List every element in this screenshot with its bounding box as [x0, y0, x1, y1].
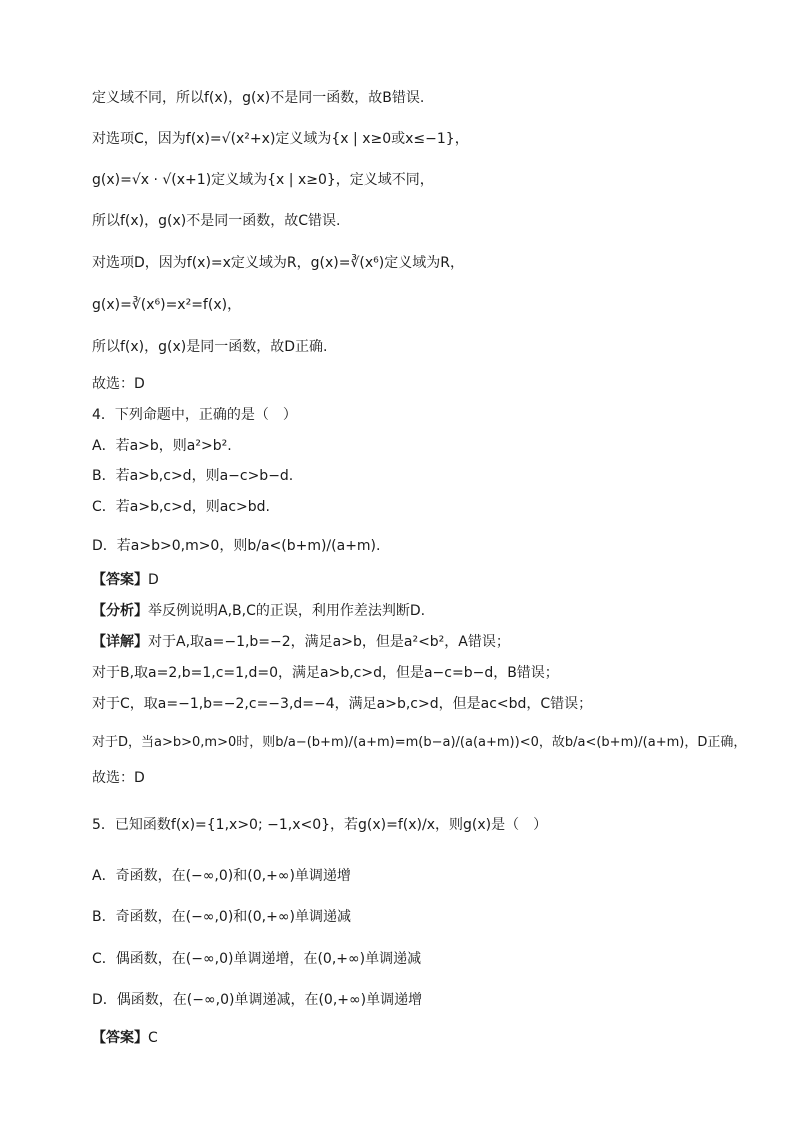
answer-tag: 【答案】	[92, 1030, 148, 1046]
analysis-tag: 【分析】	[92, 603, 148, 619]
text-line: g(x)=∛(x⁶)=x²=f(x)，	[92, 297, 242, 313]
text-line: 对于D，当a>b>0,m>0时，则b/a−(b+m)/(a+m)=m(b−a)/(a(a+m))<0，故b/a<(b+m)/(a+m)，D正确，	[92, 735, 747, 750]
text-line: 对选项D，因为f(x)=x定义域为R，g(x)=∛(x⁶)定义域为R，	[92, 255, 464, 271]
option-b: B．若a>b,c>d，则a−c>b−d.	[92, 468, 294, 484]
text-line: g(x)=√x · √(x+1)定义域为{x | x≥0}，定义域不同，	[92, 172, 434, 188]
answer-tag: 【答案】	[92, 572, 148, 588]
question-4-stem: 4．下列命题中，正确的是（ ）	[92, 407, 297, 423]
answer-line: 【答案】C	[92, 1030, 158, 1046]
option-d: D．偶函数，在(−∞,0)单调递减，在(0,+∞)单调递增	[92, 992, 423, 1008]
text-line: 对选项C，因为f(x)=√(x²+x)定义域为{x | x≥0或x≤−1}，	[92, 131, 469, 147]
option-c: C．偶函数，在(−∞,0)单调递增，在(0,+∞)单调递减	[92, 951, 422, 967]
detail-tag: 【详解】	[92, 634, 148, 650]
text-line: 定义域不同，所以f(x)，g(x)不是同一函数，故B错误.	[92, 90, 425, 106]
detail-line: 【详解】对于A,取a=−1,b=−2，满足a>b，但是a²<b²，A错误；	[92, 634, 510, 650]
option-b: B．奇函数，在(−∞,0)和(0,+∞)单调递减	[92, 909, 351, 925]
text-line: 对于B,取a=2,b=1,c=1,d=0，满足a>b,c>d，但是a−c=b−d，B错误；	[92, 665, 559, 681]
text-line: 所以f(x)，g(x)是同一函数，故D正确.	[92, 339, 328, 355]
text-line: 故选：D	[92, 376, 145, 392]
analysis-line: 【分析】举反例说明A,B,C的正误，利用作差法判断D.	[92, 603, 426, 619]
option-a: A．若a>b，则a²>b².	[92, 438, 232, 454]
option-d: D．若a>b>0,m>0，则b/a<(b+m)/(a+m).	[92, 538, 381, 554]
question-5-stem: 5．已知函数f(x)={1,x>0; −1,x<0}，若g(x)=f(x)/x，则g(x)是（ ）	[92, 817, 548, 833]
text-line: 故选：D	[92, 770, 145, 786]
option-a: A．奇函数，在(−∞,0)和(0,+∞)单调递增	[92, 868, 351, 884]
text-line: 对于C，取a=−1,b=−2,c=−3,d=−4，满足a>b,c>d，但是ac<bd，C错误；	[92, 696, 593, 712]
option-c: C．若a>b,c>d，则ac>bd.	[92, 499, 270, 515]
answer-line: 【答案】D	[92, 572, 159, 588]
text-line: 所以f(x)，g(x)不是同一函数，故C错误.	[92, 213, 341, 229]
